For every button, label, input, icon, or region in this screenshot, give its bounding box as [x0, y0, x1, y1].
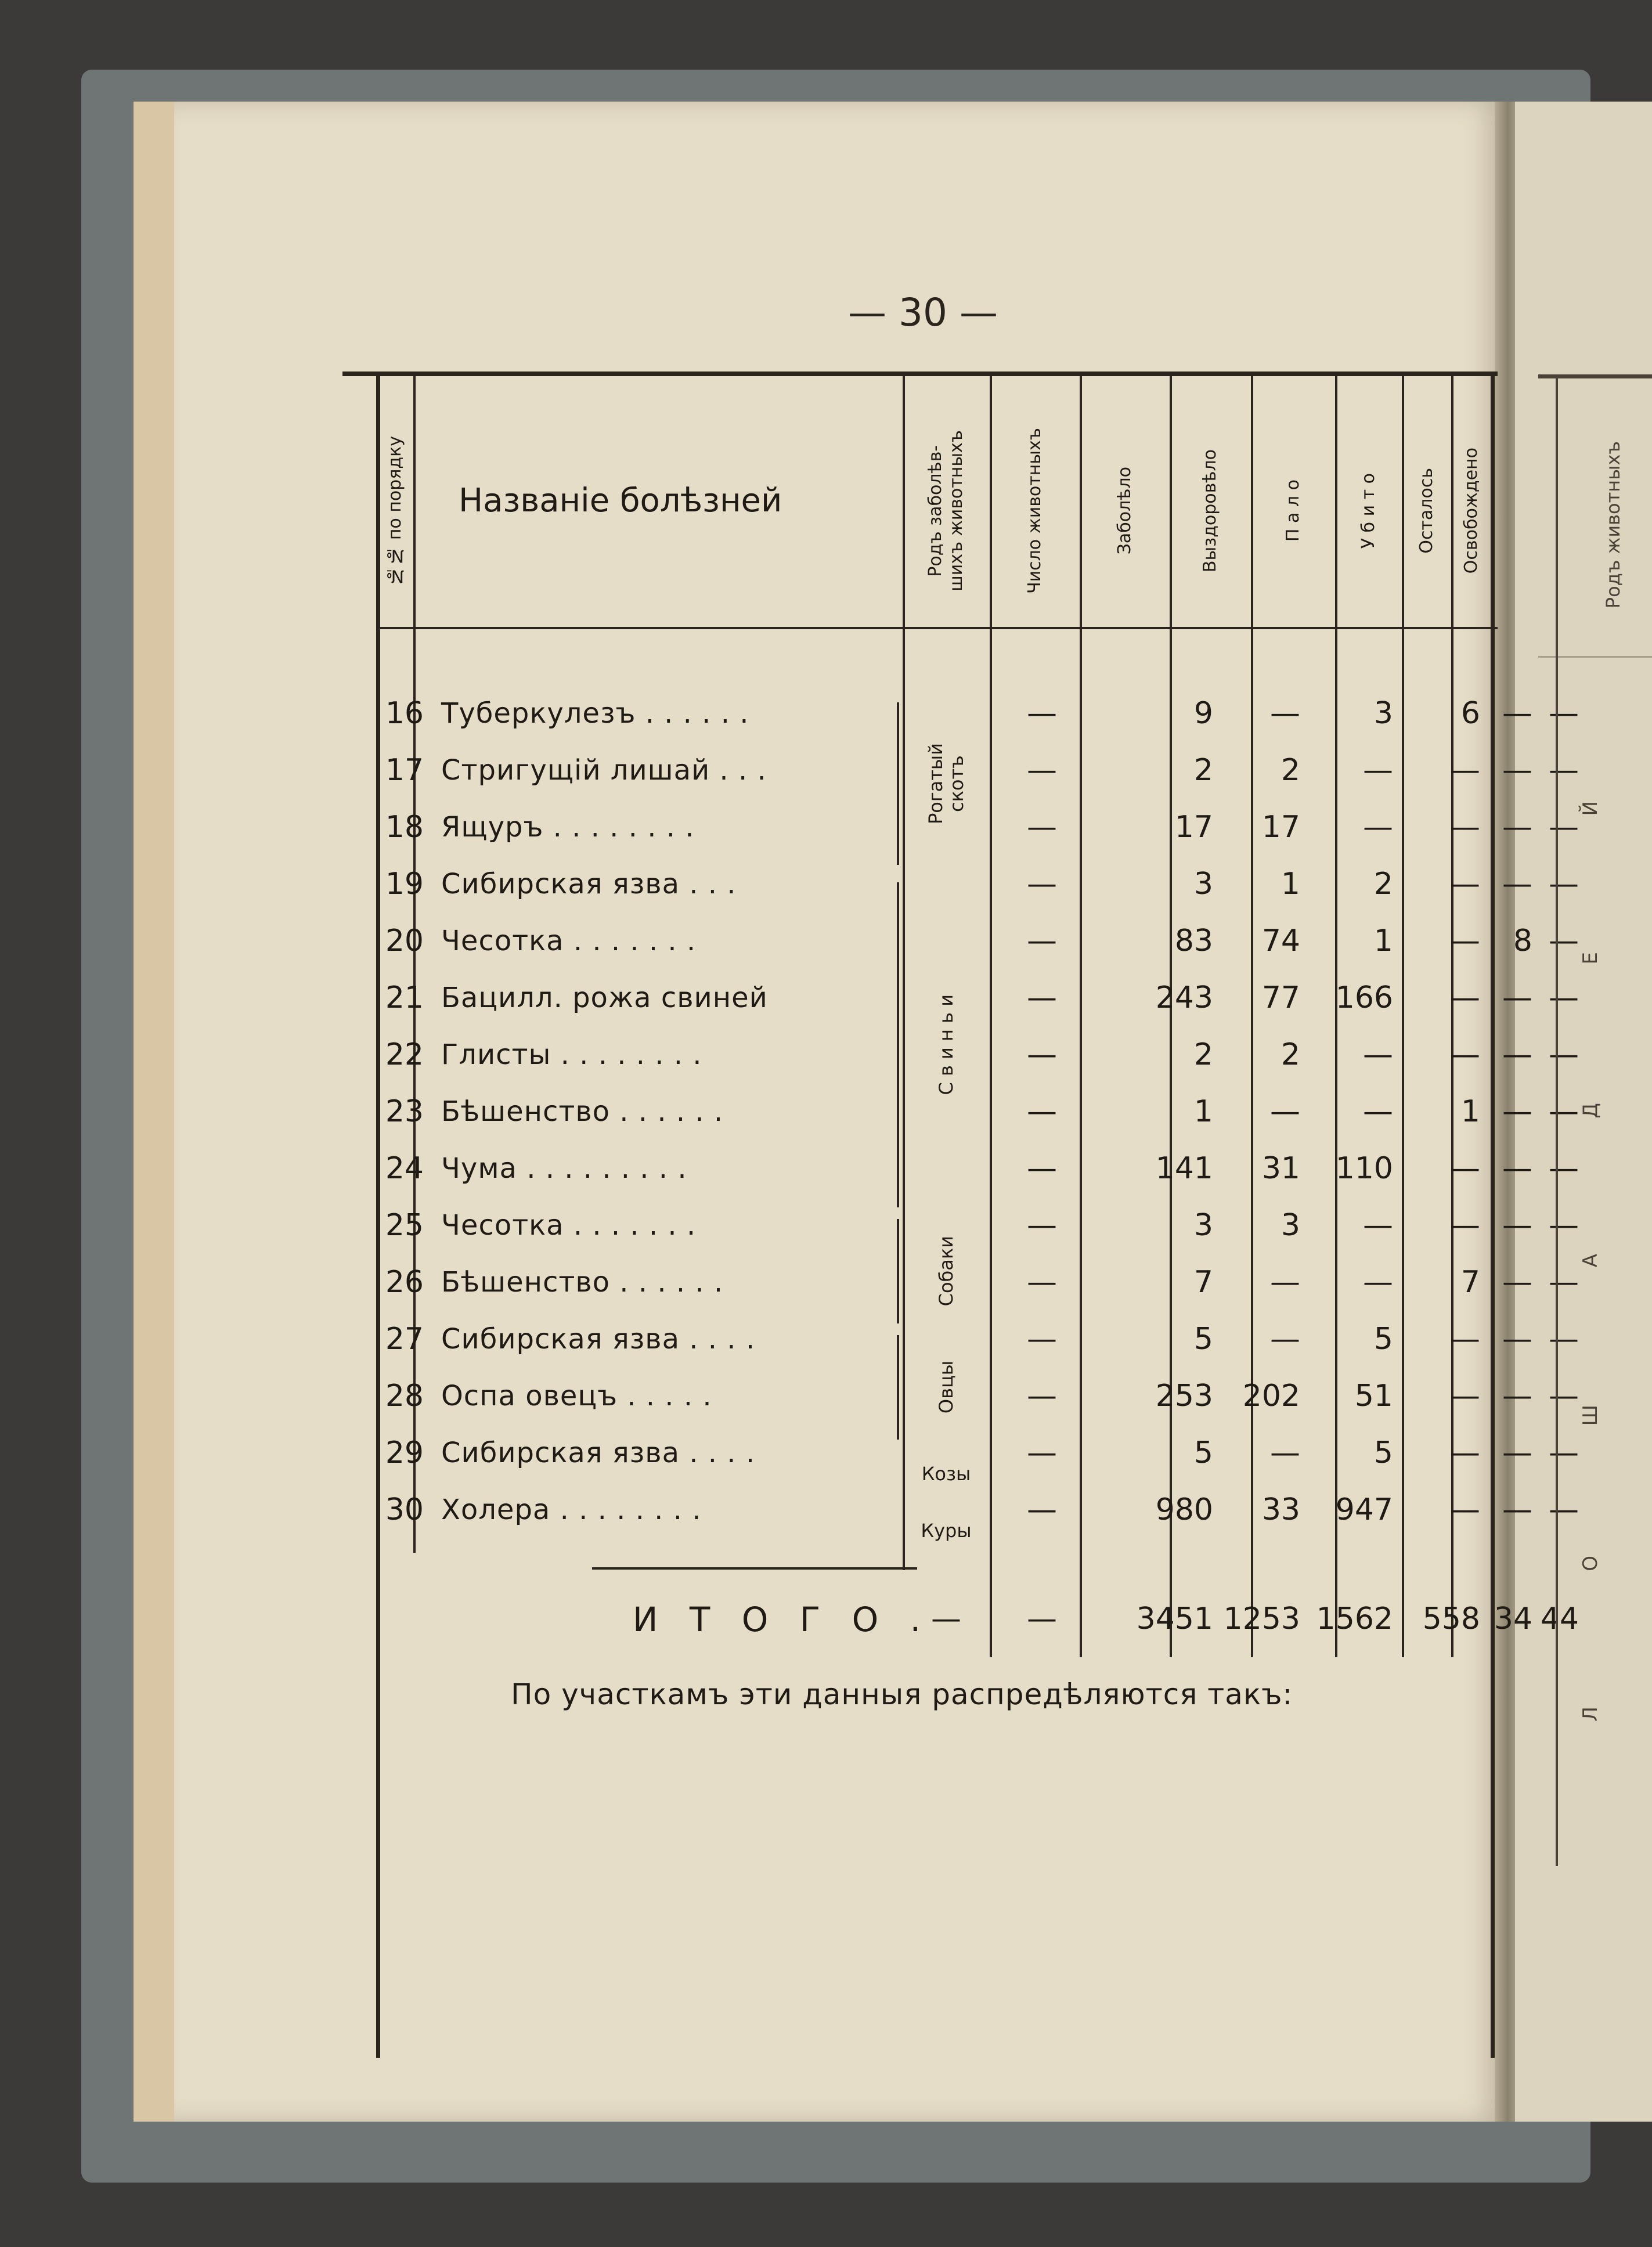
table-row: [377, 1311, 1579, 1368]
cell-freed: —: [1549, 1265, 1579, 1300]
row-number: 18: [385, 810, 424, 845]
cell-fell: —: [1363, 753, 1393, 788]
group-cattle: Рогатый скотъ: [925, 743, 968, 824]
cell-animal-count: —: [1027, 867, 1057, 901]
cell-remained: —: [1502, 1094, 1532, 1129]
cell-remained: —: [1502, 1322, 1532, 1357]
table-top-rule: [342, 372, 1498, 376]
total-top-rule: [592, 1567, 917, 1570]
cell-animal-count: —: [1027, 1094, 1057, 1129]
cell-sick: 7: [1193, 1265, 1213, 1300]
cell-freed: —: [1549, 1037, 1579, 1072]
cell-sick: 5: [1193, 1436, 1213, 1470]
cell-fell: 5: [1373, 1436, 1393, 1470]
cell-remained: —: [1502, 1379, 1532, 1413]
disease-name: Бацилл. рожа свиней: [441, 982, 768, 1014]
cell-animal-count: —: [1027, 924, 1057, 958]
header-bottom-rule: [377, 627, 1498, 629]
header-recovered: Выздоровѣло: [1200, 449, 1220, 573]
total-sick: 3451: [1136, 1602, 1213, 1636]
cell-animal-count: —: [1027, 980, 1057, 1015]
cell-killed: —: [1450, 1151, 1480, 1186]
cell-fell: —: [1363, 1037, 1393, 1072]
total-remained: 34: [1494, 1602, 1532, 1636]
cell-fell: 1: [1373, 924, 1393, 958]
total-count: —: [1027, 1602, 1057, 1636]
cell-recovered: 77: [1261, 980, 1300, 1015]
cell-recovered: 202: [1242, 1379, 1300, 1413]
table-row: [377, 1424, 1579, 1481]
table-row: [377, 969, 1579, 1026]
disease-name: Чума . . . . . . . . .: [441, 1152, 687, 1185]
group-pigs: С в и н ь и: [935, 994, 957, 1095]
table-row: [377, 856, 1579, 912]
cell-animal-count: —: [1027, 1436, 1057, 1470]
cell-sick: 3: [1193, 1208, 1213, 1243]
row-number: 28: [385, 1379, 424, 1413]
cell-fell: —: [1363, 1265, 1393, 1300]
cell-remained: —: [1502, 980, 1532, 1015]
cell-animal-count: —: [1027, 753, 1057, 788]
disease-name: Чесотка . . . . . . .: [441, 1209, 697, 1242]
total-fell: 1562: [1316, 1602, 1393, 1636]
cell-recovered: 74: [1261, 924, 1300, 958]
cell-animal-count: —: [1027, 1322, 1057, 1357]
cell-recovered: —: [1270, 1322, 1300, 1357]
cell-remained: —: [1502, 1492, 1532, 1527]
facing-page-letter: А: [1579, 1254, 1602, 1268]
cell-sick: 980: [1155, 1492, 1213, 1527]
cell-killed: —: [1450, 1322, 1480, 1357]
disease-name: Глисты . . . . . . . .: [441, 1038, 702, 1071]
table-row: [377, 1083, 1579, 1140]
header-disease-name: Названіе болѣзней: [459, 482, 782, 520]
facing-page-letter: Й: [1579, 801, 1602, 816]
cell-animal-count: —: [1027, 696, 1057, 731]
cell-recovered: 2: [1281, 753, 1300, 788]
cell-freed: —: [1549, 1492, 1579, 1527]
page-number: — 30 —: [848, 290, 998, 335]
table-row: [377, 1197, 1579, 1254]
cell-sick: 2: [1193, 1037, 1213, 1072]
cell-recovered: 33: [1261, 1492, 1300, 1527]
cell-animal-count: —: [1027, 1265, 1057, 1300]
row-number: 23: [385, 1094, 424, 1129]
cell-remained: —: [1502, 1436, 1532, 1470]
row-number: 19: [385, 867, 424, 901]
row-number: 26: [385, 1265, 424, 1300]
table-row: [377, 1368, 1579, 1424]
row-number: 29: [385, 1436, 424, 1470]
cell-recovered: —: [1270, 1436, 1300, 1470]
facing-page-letter: Е: [1579, 952, 1602, 965]
row-number: 30: [385, 1492, 424, 1527]
header-no: №№ по порядку: [385, 435, 405, 586]
header-killed: У б и т о: [1358, 473, 1379, 549]
facing-page-left-border: [1556, 374, 1558, 1866]
group-goats: Козы: [921, 1463, 971, 1485]
cell-freed: —: [1549, 810, 1579, 845]
cell-sick: 9: [1193, 696, 1213, 731]
cell-sick: 243: [1155, 980, 1213, 1015]
total-row: [377, 1590, 1579, 1649]
cell-freed: —: [1549, 1379, 1579, 1413]
header-animal-count: Число животныхъ: [1024, 428, 1045, 594]
cell-killed: —: [1450, 1436, 1480, 1470]
disease-name: Холера . . . . . . . .: [441, 1494, 702, 1526]
cell-animal-count: —: [1027, 1492, 1057, 1527]
cell-killed: 6: [1460, 696, 1480, 731]
cell-killed: —: [1450, 980, 1480, 1015]
cell-fell: 2: [1373, 867, 1393, 901]
cell-remained: —: [1502, 1208, 1532, 1243]
cell-killed: —: [1450, 810, 1480, 845]
row-number: 20: [385, 924, 424, 958]
cell-recovered: —: [1270, 1265, 1300, 1300]
cell-remained: —: [1502, 696, 1532, 731]
total-freed: 44: [1540, 1602, 1579, 1636]
footer-text: По участкамъ эти данныя распредѣляются такъ:: [511, 1678, 1293, 1711]
cell-fell: 3: [1373, 696, 1393, 731]
cell-fell: 5: [1373, 1322, 1393, 1357]
row-number: 27: [385, 1322, 424, 1357]
total-killed: 558: [1422, 1602, 1480, 1636]
row-number: 24: [385, 1151, 424, 1186]
disease-name: Сибирская язва . . . .: [441, 1437, 756, 1469]
cell-fell: 51: [1354, 1379, 1393, 1413]
group-dogs: Собаки: [935, 1236, 957, 1307]
table-row: [377, 742, 1579, 799]
disease-name: Сибирская язва . . . .: [441, 1323, 756, 1355]
table-row: [377, 1481, 1579, 1538]
cell-freed: —: [1549, 696, 1579, 731]
cell-animal-count: —: [1027, 810, 1057, 845]
cell-fell: 110: [1335, 1151, 1393, 1186]
cell-remained: —: [1502, 1151, 1532, 1186]
cell-freed: —: [1549, 1208, 1579, 1243]
cell-freed: —: [1549, 867, 1579, 901]
disease-name: Туберкулезъ . . . . . .: [441, 697, 749, 730]
cell-remained: —: [1502, 1265, 1532, 1300]
header-remained: Осталось: [1416, 468, 1437, 554]
cell-recovered: 3: [1281, 1208, 1300, 1243]
cell-freed: —: [1549, 1436, 1579, 1470]
cell-freed: —: [1549, 1094, 1579, 1129]
row-number: 17: [385, 753, 424, 788]
cell-animal-count: —: [1027, 1151, 1057, 1186]
cell-killed: 1: [1460, 1094, 1480, 1129]
disease-name: Ящуръ . . . . . . . .: [441, 811, 695, 843]
facing-page-letter: Ш: [1579, 1405, 1602, 1426]
cell-fell: —: [1363, 1208, 1393, 1243]
cell-freed: —: [1549, 980, 1579, 1015]
cell-recovered: 2: [1281, 1037, 1300, 1072]
cell-remained: —: [1502, 753, 1532, 788]
cell-freed: —: [1549, 1322, 1579, 1357]
cell-killed: —: [1450, 867, 1480, 901]
cell-sick: 141: [1155, 1151, 1213, 1186]
cell-freed: —: [1549, 924, 1579, 958]
table-row: [377, 1254, 1579, 1311]
cell-killed: —: [1450, 1379, 1480, 1413]
header-fell: П а л о: [1282, 479, 1303, 542]
total-label: И Т О Г О .: [633, 1600, 932, 1639]
cell-sick: 2: [1193, 753, 1213, 788]
header-sick: Заболѣло: [1114, 467, 1135, 555]
cell-killed: —: [1450, 1492, 1480, 1527]
cell-remained: —: [1502, 867, 1532, 901]
cell-fell: —: [1363, 810, 1393, 845]
cell-killed: —: [1450, 1208, 1480, 1243]
facing-page-letter: О: [1579, 1556, 1602, 1571]
table-row: [377, 912, 1579, 969]
cell-recovered: —: [1270, 1094, 1300, 1129]
total-kind: —: [931, 1602, 961, 1636]
row-number: 25: [385, 1208, 424, 1243]
facing-page-letter: Л: [1579, 1707, 1602, 1722]
cell-sick: 3: [1193, 867, 1213, 901]
facing-page-header: Родъ животныхъ: [1602, 441, 1624, 609]
cell-sick: 5: [1193, 1322, 1213, 1357]
disease-name: Оспа овецъ . . . . .: [441, 1380, 712, 1412]
disease-name: Бѣшенство . . . . . .: [441, 1266, 724, 1299]
cell-killed: —: [1450, 1037, 1480, 1072]
cell-freed: —: [1549, 1151, 1579, 1186]
cell-sick: 83: [1174, 924, 1213, 958]
cell-animal-count: —: [1027, 1208, 1057, 1243]
total-recovered: 1253: [1223, 1602, 1300, 1636]
cell-recovered: —: [1270, 696, 1300, 731]
disease-name: Бѣшенство . . . . . .: [441, 1095, 724, 1128]
disease-name: Стригущій лишай . . .: [441, 754, 767, 787]
cell-killed: —: [1450, 753, 1480, 788]
table-row: [377, 1140, 1579, 1197]
table-row: [377, 685, 1579, 742]
cell-recovered: 1: [1281, 867, 1300, 901]
cell-freed: —: [1549, 753, 1579, 788]
table-row: [377, 1026, 1579, 1083]
row-number: 21: [385, 980, 424, 1015]
table-row: [377, 799, 1579, 856]
cell-remained: —: [1502, 810, 1532, 845]
cell-remained: —: [1502, 1037, 1532, 1072]
cell-sick: 17: [1174, 810, 1213, 845]
cell-recovered: 17: [1261, 810, 1300, 845]
cell-sick: 1: [1193, 1094, 1213, 1129]
facing-page-letter: Д: [1579, 1103, 1602, 1119]
row-number: 16: [385, 696, 424, 731]
cell-fell: 166: [1335, 980, 1393, 1015]
cell-killed: —: [1450, 924, 1480, 958]
cell-recovered: 31: [1261, 1151, 1300, 1186]
cell-fell: 947: [1335, 1492, 1393, 1527]
disease-name: Чесотка . . . . . . .: [441, 925, 697, 957]
group-sheep: Овцы: [935, 1361, 957, 1414]
cell-animal-count: —: [1027, 1037, 1057, 1072]
disease-name: Сибирская язва . . .: [441, 868, 737, 900]
header-freed: Освобождено: [1461, 448, 1481, 574]
header-animal-kind: Родъ заболѣв- шихъ животныхъ: [925, 430, 966, 591]
cell-remained: 8: [1513, 924, 1532, 958]
cell-fell: —: [1363, 1094, 1393, 1129]
row-number: 22: [385, 1037, 424, 1072]
cell-sick: 253: [1155, 1379, 1213, 1413]
cell-animal-count: —: [1027, 1379, 1057, 1413]
group-chickens: Куры: [921, 1520, 972, 1542]
cell-killed: 7: [1460, 1265, 1480, 1300]
